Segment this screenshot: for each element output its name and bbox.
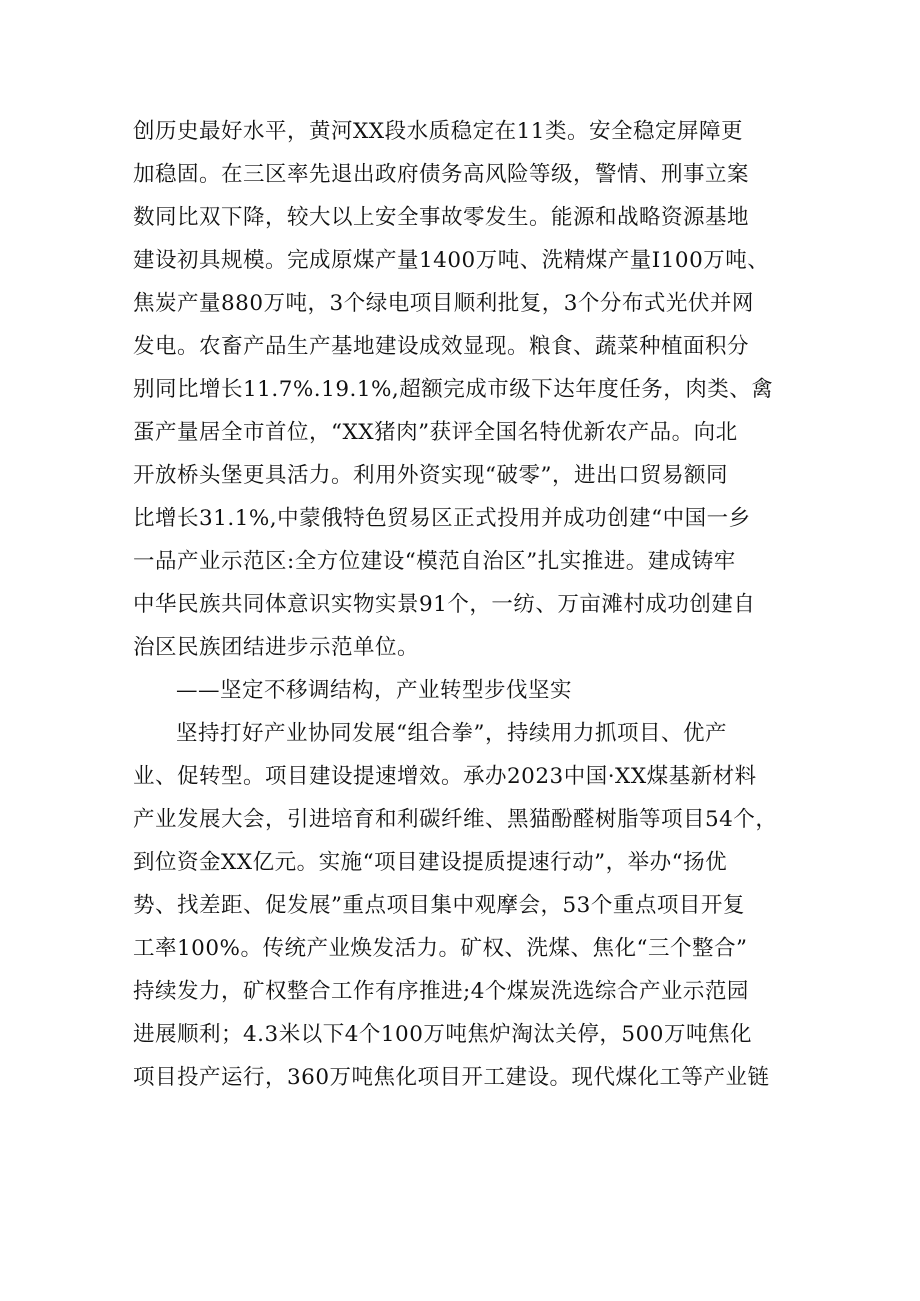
document-body — [133, 110, 813, 1099]
text-line: 持续发力，矿权整合工作有序推进;4个煤炭洗选综合产业示范园 — [133, 979, 749, 1004]
paragraph — [133, 110, 813, 669]
text-line: 到位资金XX亿元。实施“项目建设提质提速行动”，举办“扬优 — [133, 850, 728, 875]
text-line: 数同比双下降，较大以上安全事故零发生。能源和战略资源基地 — [133, 205, 750, 230]
text-line: 焦炭产量880万吨，3个绿电项目顺利批复，3个分布式光伏并网 — [133, 291, 754, 316]
text-line: 比增长31.1%,中蒙俄特色贸易区正式投用并成功创建“中国一乡 — [133, 506, 751, 531]
text-line: 创历史最好水平，黄河XX段水质稳定在11类。安全稳定屏障更 — [133, 119, 743, 144]
text-line: 中华民族共同体意识实物实景91个，一纺、万亩滩村成功创建自 — [133, 592, 756, 617]
text-line: 工率100%。传统产业焕发活力。矿权、洗煤、焦化“三个整合” — [133, 936, 748, 961]
text-line: 产业发展大会，引进培育和利碳纤维、黑猫酚醛树脂等项目54个， — [133, 807, 778, 832]
text-line: 势、找差距、促发展”重点项目集中观摩会，53个重点项目开复 — [133, 893, 745, 918]
text-line: 蛋产量居全市首位，“XX猪肉”获评全国名特优新农产品。向北 — [133, 420, 738, 445]
text-line: 别同比增长11.7%.19.1%,超额完成市级下达年度任务，肉类、禽 — [133, 377, 774, 402]
text-line: 治区民族团结进步示范单位。 — [133, 635, 420, 660]
text-line: 加稳固。在三区率先退出政府债务高风险等级，警情、刑事立案 — [133, 162, 750, 187]
text-line: 坚持打好产业协同发展“组合拳”，持续用力抓项目、优产 — [176, 721, 727, 746]
text-line: 进展顺利；4.3米以下4个100万吨焦炉淘汰关停，500万吨焦化 — [133, 1022, 752, 1047]
text-line: 发电。农畜产品生产基地建设成效显现。粮食、蔬菜种植面积分 — [133, 334, 750, 359]
text-line: 一品产业示范区:全方位建设“模范自治区”扎实推进。建成铸牢 — [133, 549, 736, 574]
text-line: 开放桥头堡更具活力。利用外资实现“破零”，进出口贸易额同 — [133, 463, 728, 488]
text-line: 建设初具规模。完成原煤产量1400万吨、洗精煤产量I100万吨、 — [133, 248, 770, 273]
text-line: 项目投产运行，360万吨焦化项目开工建设。现代煤化工等产业链 — [133, 1065, 770, 1090]
paragraph — [133, 712, 813, 1099]
text-line: 业、促转型。项目建设提速增效。承办2023中国·XX煤基新材料 — [133, 764, 757, 789]
section-heading: ——坚定不移调结构，产业转型步伐坚实 — [176, 678, 573, 703]
